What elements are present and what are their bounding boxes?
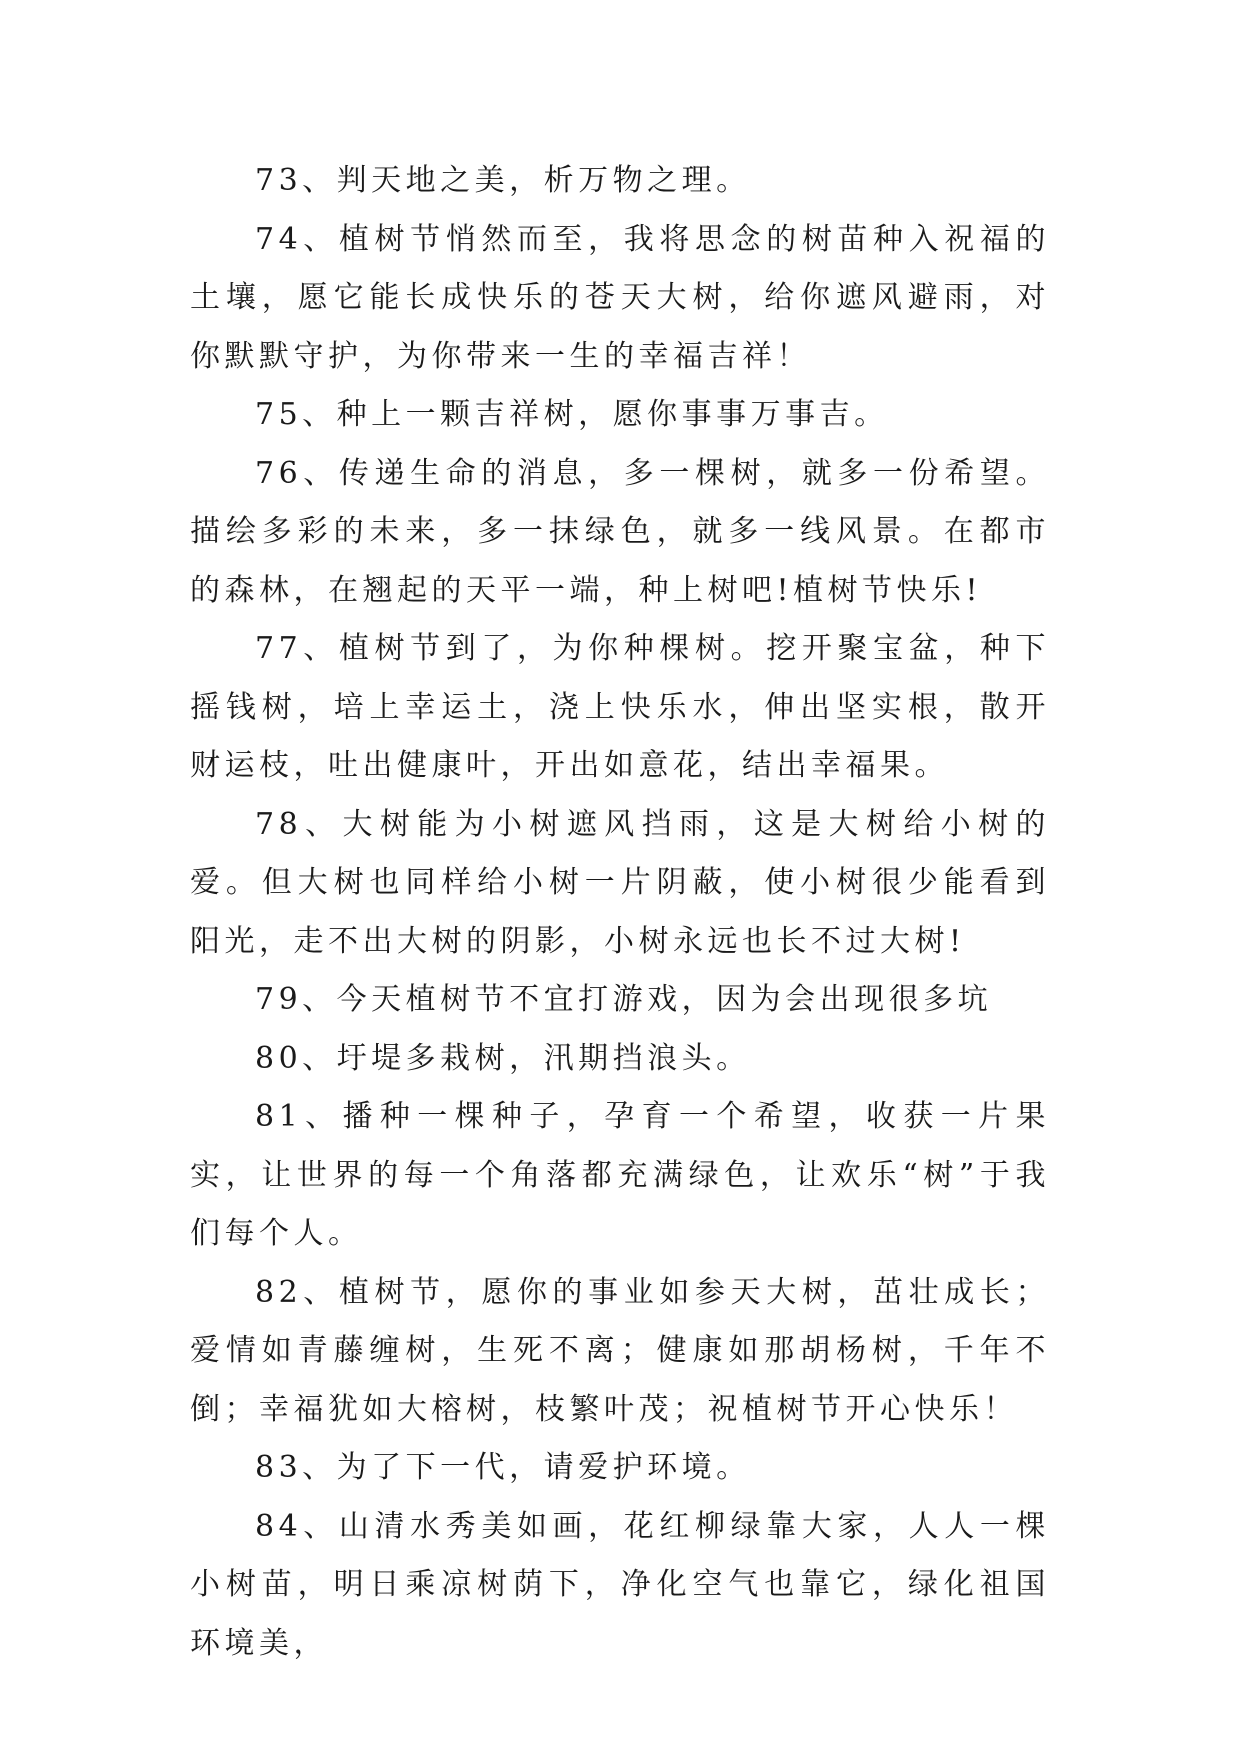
paragraph-78: 78、大树能为小树遮风挡雨，这是大树给小树的爱。但大树也同样给小树一片阴蔽，使小树很少能看到阳光，走不出大树的阴影，小树永远也长不过大树! (190, 806, 1050, 959)
paragraph-77: 77、植树节到了，为你种棵树。挖开聚宝盆，种下摇钱树，培上幸运土，浇上快乐水，伸出坚实根，散开财运枝，吐出健康叶，开出如意花，结出幸福果。 (190, 631, 1050, 783)
paragraph-81: 81、播种一棵种子，孕育一个希望，收获一片果实，让世界的每一个角落都充满绿色，让欢乐“树”于我们每个人。 (190, 1099, 1050, 1251)
paragraph-75: 75、种上一颗吉祥树，愿你事事万事吉。 (255, 397, 889, 432)
paragraph-84: 84、山清水秀美如画，花红柳绿靠大家，人人一棵小树苗，明日乘凉树荫下，净化空气也靠它，绿化祖国环境美， (190, 1508, 1050, 1661)
document-body (190, 152, 1050, 1673)
paragraph-76: 76、传递生命的消息，多一棵树，就多一份希望。描绘多彩的未来，多一抹绿色，就多一线风景。在都市的森林，在翘起的天平一端，种上树吧!植树节快乐! (190, 455, 1050, 608)
paragraph-79: 79、今天植树节不宜打游戏，因为会出现很多坑 (255, 982, 993, 1017)
paragraph-82: 82、植树节，愿你的事业如参天大树，茁壮成长；爱情如青藤缠树，生死不离；健康如那胡杨树，千年不倒；幸福犹如大榕树，枝繁叶茂；祝植树节开心快乐！ (190, 1274, 1050, 1427)
paragraph-83: 83、为了下一代，请爱护环境。 (255, 1450, 751, 1485)
paragraph-80: 80、圩堤多栽树，汛期挡浪头。 (255, 1040, 751, 1076)
paragraph-74: 74、植树节悄然而至，我将思念的树苗种入祝福的土壤，愿它能长成快乐的苍天大树，给你遮风避雨，对你默默守护，为你带来一生的幸福吉祥！ (190, 221, 1050, 374)
paragraph-73: 73、判天地之美，析万物之理。 (255, 163, 751, 198)
